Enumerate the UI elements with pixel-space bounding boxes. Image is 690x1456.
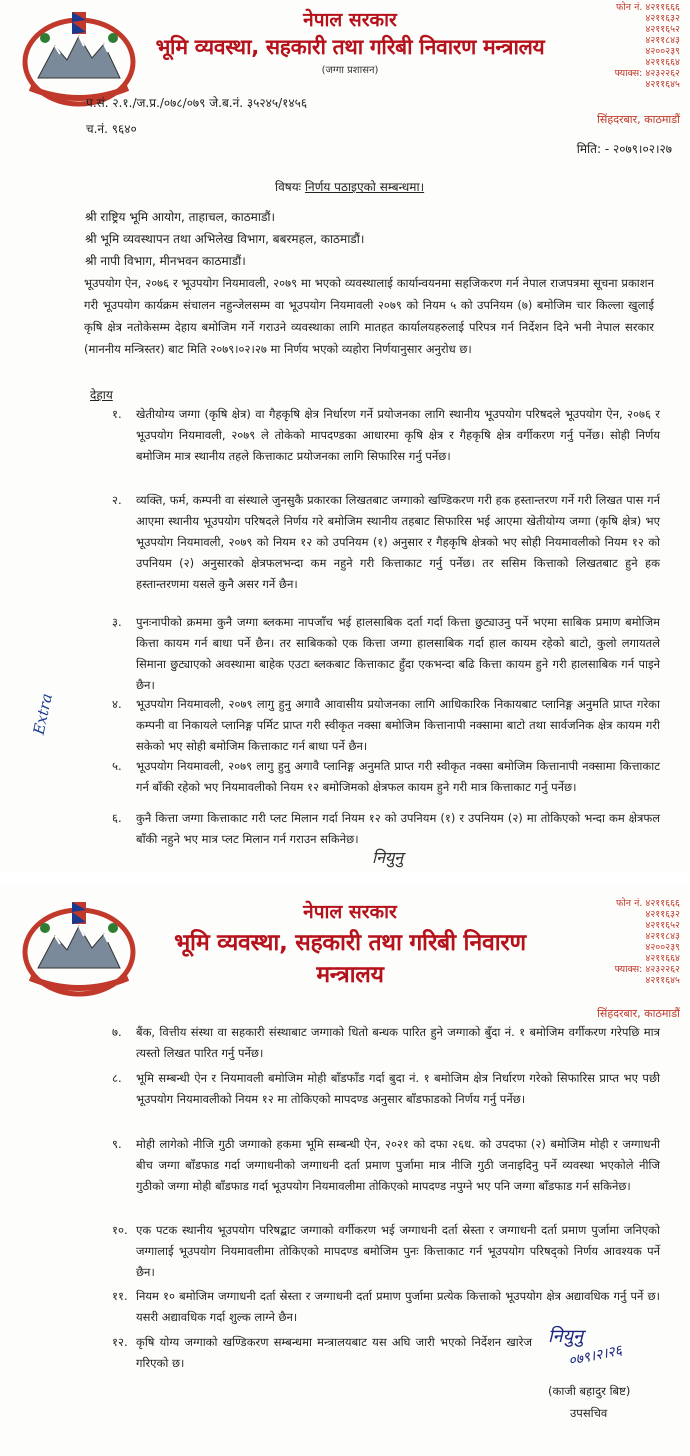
- dispatch-number: च.नं. ९६४०: [86, 122, 137, 136]
- list-item: [112, 1022, 660, 1064]
- item-number: ९.: [112, 1137, 122, 1151]
- list-item: [112, 1286, 660, 1328]
- list-item: [112, 1068, 660, 1110]
- list-item: [112, 1332, 532, 1374]
- phone-list: [615, 898, 680, 986]
- nepal-emblem-icon: [20, 898, 138, 998]
- item-text: बैंक, वित्तीय संस्था वा सहकारी संस्थाबाट जग्गाको धितो बन्धक पारित हुने जग्गाको बुँदा नं. १ बमोजिम वर्गीकरण गरेपछि मात्र त्यस्तो लिखत पारित गर्नु पर्नेछ।: [136, 1025, 660, 1060]
- government-name: नेपाल सरकार: [303, 901, 397, 923]
- item-number: ३.: [112, 615, 122, 629]
- item-text: नियम १० बमोजिम जग्गाधनी दर्ता स्रेस्ता र जग्गाधनी दर्ता प्रमाण पुर्जामा प्रत्येक कित्ताको भूउपयोग क्षेत्र अद्यावधिक गर्नु पर्ने छ। यसरी अद्यावधिक गर्दा शुल्क लाग्ने छैन।: [136, 1289, 660, 1324]
- item-number: ८.: [112, 1071, 122, 1085]
- dehaya-heading: देहाय: [90, 388, 113, 402]
- letterhead: [150, 6, 550, 76]
- fax-number: फ्याक्स: ४२३२२६२: [614, 964, 680, 975]
- phone-number: ४२००२३९: [645, 46, 680, 57]
- phone-number: ४२११६३२: [645, 13, 680, 24]
- letter-date: मिति: - २०७९।०२।२७: [576, 142, 672, 156]
- list-item: [112, 756, 660, 798]
- list-item: [112, 694, 660, 757]
- item-text: कृषि योग्य जग्गाको खण्डिकरण सम्बन्धमा मन्त्रालयबाट यस अघि जारी भएको निर्देशन खारेज गरिएको छ।: [136, 1335, 532, 1370]
- phone-number: फोन नं. ४२११६६६: [616, 898, 680, 909]
- item-text: व्यक्ति, फर्म, कम्पनी वा संस्थाले जुनसुकै प्रकारका लिखतबाट जग्गाको खण्डिकरण गरी हक हस्तान्तरण गर्ने गरी लिखत पास गर्न आएमा स्थानीय भूउपयोग परिषदले निर्णय गरे बमोजिम स्थानीय तहबाट सिफारिस भई आएमा खेतीयोग्य जग्गा (कृषि क्षेत्र) भए भूउपयोग नियमावली, २०७९ को नियम १२ को उपनियम (१) अनुसार र गैहकृषि क्षेत्रको भए सोही नियमावलीको नियम १२ को उपनियम (२) अनुसारको क्षेत्रफलभन्दा कम नहुने गरी कित्ताकाट गर्नु पर्नेछ। तर ससिम कित्ताको लिखतबाट हुने हक हस्तान्तरणमा यसले कुनै असर गर्ने छैन।: [136, 493, 660, 591]
- item-text: पुनःनापीको क्रममा कुनै जग्गा ब्लकमा नापजाँच भई हालसाबिक दर्ता गर्दा कित्ता छुट्याउनु पर्ने भएमा साबिक प्रमाण बमोजिम कित्ता कायम गर्न बाधा पर्ने छैन। तर साबिकको एक कित्ता जग्गा हालसाबिक गर्दा हाल कायम रहेको बाटो, कुलो लगायतले सिमाना छुट्याएको अवस्थामा बाहेक एउटा ब्लकबाट कित्ताकाट हुँदा एकभन्दा बढि कित्ता कायम हुने गरी हालसाबिक गर्न पाइने छैन।: [136, 615, 660, 692]
- item-text: मोही लागेको नीजि गुठी जग्गाको हकमा भूमि सम्बन्धी ऐन, २०२१ को दफा २६ध. को उपदफा (२) बमोजिम मोही र जग्गाधनी बीच जग्गा बाँडफाड गर्दा जग्गाधनीको जग्गाधनी दर्ता प्रमाण पुर्जामा मात्र नीजि गुठी जनाइदिनु पर्ने व्यवस्था भएकोले नीजि गुठीको जग्गा मोही बाँडफाड गर्दा भूउपयोग नियमावलीमा तोकिएको मापदण्ड नपुग्ने भए पनि जग्गा बाँडफाड गर्न सकिनेछ।: [136, 1137, 660, 1193]
- fax-number: ४२११६४५: [645, 975, 680, 986]
- item-text: एक पटक स्थानीय भूउपयोग परिषद्बाट जग्गाको वर्गीकरण भई जग्गाधनी दर्ता स्रेस्ता र जग्गाधनी दर्ता प्रमाण पुर्जामा जनिएको जग्गालाई भूउपयोग नियमावलीमा तोकिएको मापदण्ड बमोजिम पुनः कित्ताकाट गर्न भूउपयोग परिषद्को निर्णय आवश्यक पर्ने छैन।: [136, 1223, 660, 1279]
- subject-label: विषयः: [275, 180, 302, 194]
- list-item: [112, 612, 660, 696]
- item-text: भूउपयोग नियमावली, २०७९ लागु हुनु अगावै आवासीय प्रयोजनका लागि आधिकारिक निकायबाट प्लानिङ्ग अनुमति प्राप्त गरेका कम्पनी वा निकायले प्लानिङ्ग पर्मिट प्राप्त गरी स्वीकृत नक्सा बमोजिम कित्तानापी नक्सामा बाटो तथा सार्वजनिक क्षेत्र कायम गरी सकेको भए सोही बमोजिम कित्ताकाट गर्न बाधा पर्ने छैन।: [136, 697, 660, 753]
- signatory-name: (काजी बहादुर बिष्ट): [548, 1384, 631, 1398]
- letter-page-2: [0, 884, 690, 1456]
- government-name: नेपाल सरकार: [303, 9, 397, 31]
- division-name: (जग्गा प्रशासन): [321, 65, 379, 76]
- reference-number: प.सं. २.१./ज.प्र./०७८/०७९ जे.ब.नं. ३५२४५/१४५६: [86, 96, 308, 110]
- item-text: भूमि सम्बन्धी ऐन र नियमावली बमोजिम मोही बाँडफाँड गर्दा बुदा नं. १ बमोजिम क्षेत्र निर्धारण गरेको सिफारिस प्राप्त भए पछी भूउपयोग नियमावलीको नियम १२ मा तोकिएको मापदण्ड अनुसार बाँडफाडको निर्णय गर्नु पर्नेछ।: [136, 1071, 660, 1106]
- intro-paragraph: भूउपयोग ऐन, २०७६ र भूउपयोग नियमावली, २०७९ मा भएको व्यवस्थालाई कार्यान्वयनमा सहजिकरण गर्न नेपाल राजपत्रमा सूचना प्रकाशन गरी भूउपयोग कार्यक्रम संचालन नहुन्जेलसम्म वा भूउपयोग नियमावली २०७९ को नियम ५ को उपनियम (७) बमोजिम चार किल्ला खुलाई कृषि क्षेत्र नतोकेसम्म देहाय बमोजिम गर्ने गराउने व्यवस्थाका लागि मातहत कार्यालयहरुलाई परिपत्र गर्न निर्देशन दिने भनी नेपाल सरकार (माननीय मन्त्रिस्तर) बाट मिति २०७९।०२।२७ मा निर्णय भएको व्यहोरा निर्णयानुसार अनुरोध छ।: [84, 276, 654, 356]
- list-item: [112, 490, 660, 595]
- item-text: कुनै कित्ता जग्गा कित्ताकाट गरी प्लट मिलान गर्दा नियम १२ को उपनियम (१) र उपनियम (२) मा तोकिएको भन्दा कम क्षेत्रफल बाँकी नहुने भए मात्र प्लट मिलान गर्न गराउन सकिनेछ।: [136, 811, 660, 846]
- item-number: २.: [112, 493, 122, 507]
- phone-number: ४२११६५२: [645, 24, 680, 35]
- ministry-name: भूमि व्यवस्था, सहकारी तथा गरिबी निवारण मन्त्रालय: [174, 930, 526, 988]
- item-number: १२.: [112, 1335, 128, 1349]
- addressee: श्री भूमि व्यवस्थापन तथा अभिलेख विभाग, बबरमहल, काठमाडौं।: [85, 232, 365, 246]
- handwritten-margin-note: Extra: [29, 691, 56, 737]
- item-number: ११.: [112, 1289, 128, 1303]
- letterhead: [150, 898, 550, 989]
- item-number: १.: [112, 407, 122, 421]
- phone-list: [615, 2, 680, 90]
- item-number: ७.: [112, 1025, 122, 1039]
- list-item: [112, 808, 660, 850]
- signatory-post: उपसचिव: [570, 1406, 608, 1420]
- subject-text: निर्णय पठाइएको सम्बन्धमा।: [304, 180, 425, 194]
- fax-number: फ्याक्स: ४२३२२६२: [614, 68, 680, 79]
- office-address: सिंहदरबार, काठमाडौं: [597, 113, 680, 126]
- phone-number: ४२००२३९: [645, 942, 680, 953]
- item-text: भूउपयोग नियमावली, २०७९ लागु हुनु अगावै प्लानिङ्ग अनुमति प्राप्त गरी स्वीकृत नक्सा बमोजिम कित्तानापी नक्सामा कित्ताकाट गर्न बाँकी रहेको भए नियमावलीको नियम १२ बमोजिमको क्षेत्रफल कायम हुने गरी मात्र कित्ताकाट गर्नु पर्नेछ।: [136, 759, 660, 794]
- phone-number: ४२११८४३: [645, 35, 680, 46]
- addressee: श्री नापी विभाग, मीनभवन काठमाडौं।: [85, 254, 246, 268]
- fax-number: ४२११६४५: [645, 79, 680, 90]
- phone-number: ४२११६६४: [645, 953, 680, 964]
- subject-line: [275, 178, 424, 195]
- item-number: ४.: [112, 697, 122, 711]
- signature-date: ०७९।२।२६: [567, 1342, 624, 1370]
- signature: नियुनु: [548, 1326, 584, 1347]
- page-separator: [0, 872, 690, 884]
- handwritten-initial: नियुनु: [372, 848, 404, 867]
- item-text: खेतीयोग्य जग्गा (कृषि क्षेत्र) वा गैहकृषि क्षेत्र निर्धारण गर्ने प्रयोजनका लागि स्थानीय भूउपयोग परिषदले भूउपयोग ऐन, २०७६ र भूउपयोग नियमावली, २०७९ ले तोकेको मापदण्डका आधारमा कृषि क्षेत्र र गैहकृषि क्षेत्र वर्गीकरण गर्नु पर्नेछ। सोही निर्णय बमोजिम मात्र स्थानीय तहले कित्ताकाट प्रयोजनका लागि सिफारिस गर्नु पर्नेछ।: [136, 407, 660, 463]
- item-number: ६.: [112, 811, 122, 825]
- addressee: श्री राष्ट्रिय भूमि आयोग, ताहाचल, काठमाडौं।: [85, 210, 276, 224]
- ministry-name: भूमि व्यवस्था, सहकारी तथा गरिबी निवारण मन्त्रालय: [155, 35, 545, 59]
- list-item: [112, 404, 660, 467]
- item-number: ५.: [112, 759, 122, 773]
- phone-number: ४२११६३२: [645, 909, 680, 920]
- office-address: सिंहदरबार, काठमाडौं: [597, 1007, 680, 1020]
- phone-number: ४२११६६४: [645, 57, 680, 68]
- item-number: १०.: [112, 1223, 128, 1237]
- list-item: [112, 1220, 660, 1283]
- phone-number: ४२११८४३: [645, 931, 680, 942]
- phone-number: फोन नं. ४२११६६६: [616, 2, 680, 13]
- list-item: [112, 1134, 660, 1197]
- phone-number: ४२११६५२: [645, 920, 680, 931]
- nepal-emblem-icon: [20, 8, 138, 108]
